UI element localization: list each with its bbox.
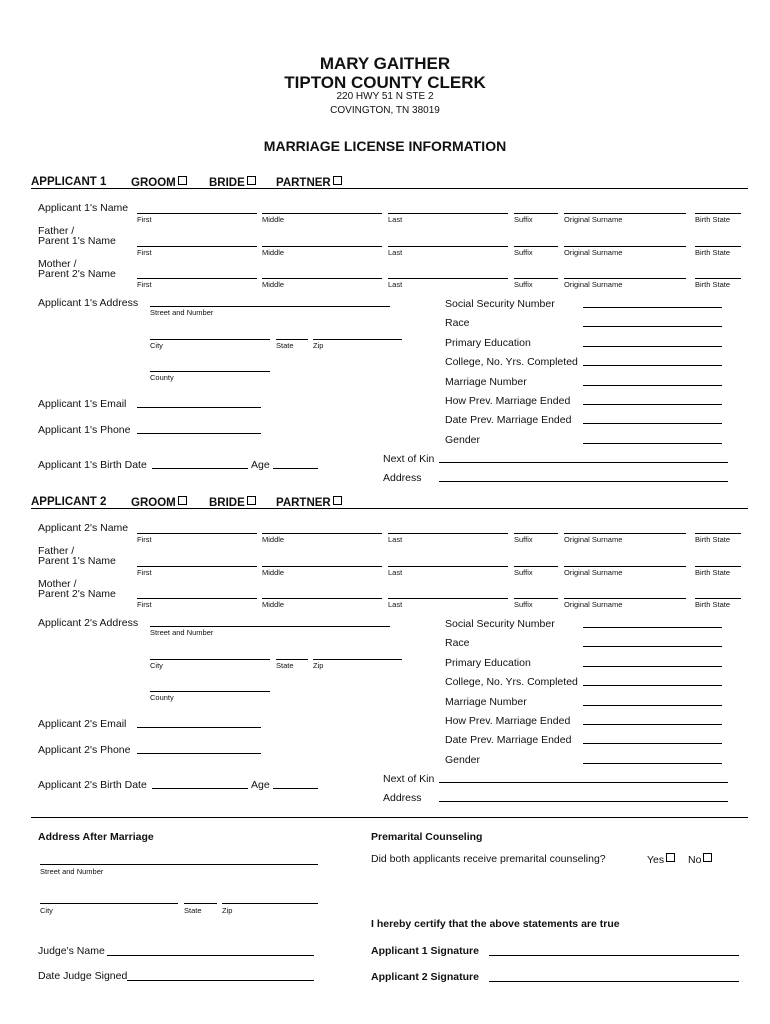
applicant1-groom-label: GROOM	[131, 177, 176, 189]
applicant2-parent1-suffix-field[interactable]	[514, 566, 558, 567]
applicant2-kin-address-field[interactable]	[439, 801, 728, 802]
applicant1-gender-label: Gender	[445, 434, 481, 446]
applicant1-zip-field[interactable]	[313, 339, 402, 340]
applicant1-name-first-caption: First	[137, 215, 152, 224]
applicant2-parent2-original_surname-field[interactable]	[564, 598, 686, 599]
date-judge-label: Date Judge Signed	[38, 970, 128, 982]
applicant1-parent1-original_surname-caption: Original Surname	[564, 248, 623, 257]
applicant1-parent1-middle-caption: Middle	[262, 248, 285, 257]
applicant2-name-original_surname-field[interactable]	[564, 533, 686, 534]
applicant2-education-label: Primary Education	[445, 657, 531, 669]
applicant2-parent1-first-field[interactable]	[137, 566, 257, 567]
applicant1-next-of-kin-field[interactable]	[439, 462, 728, 463]
applicant2-race-label: Race	[445, 637, 470, 649]
applicant1-groom-checkbox[interactable]	[178, 176, 187, 185]
applicant2-parent1-middle-caption: Middle	[262, 568, 285, 577]
after-city-field[interactable]	[40, 903, 178, 904]
applicant2-email-field[interactable]	[137, 727, 261, 728]
no-label: No	[688, 854, 702, 866]
applicant2-name-last-caption: Last	[388, 535, 403, 544]
applicant1-name-last-caption: Last	[388, 215, 403, 224]
applicant2-gender-field[interactable]	[583, 763, 722, 764]
counseling-question: Did both applicants receive premarital counseling?	[371, 853, 606, 865]
applicant2-parent2-middle-caption: Middle	[262, 600, 285, 609]
applicant1-parent1-birth_state-caption: Birth State	[695, 248, 731, 257]
yes-label: Yes	[647, 854, 665, 866]
applicant1-name-suffix-caption: Suffix	[514, 215, 533, 224]
applicant2-parent2-last-caption: Last	[388, 600, 403, 609]
applicant2-groom-checkbox[interactable]	[178, 496, 187, 505]
applicant1-kin-address-field[interactable]	[439, 481, 728, 482]
applicant2-name-original_surname-caption: Original Surname	[564, 535, 623, 544]
applicant2-county-field[interactable]	[150, 691, 270, 692]
applicant2-parent2-suffix-field[interactable]	[514, 598, 558, 599]
applicant1-parent2-suffix-caption: Suffix	[514, 280, 533, 289]
applicant1-education-label: Primary Education	[445, 337, 531, 349]
applicant2-name-birth_state-caption: Birth State	[695, 535, 731, 544]
applicant1-name-middle-field[interactable]	[262, 213, 382, 214]
applicant2-email-label: Applicant 2's Email	[38, 718, 127, 730]
applicant1-street-caption: Street and Number	[150, 308, 214, 317]
applicant2-next-of-kin-label: Next of Kin	[383, 773, 435, 785]
applicant1-parent2-last-caption: Last	[388, 280, 403, 289]
after-street-label: Street and Number	[40, 867, 104, 876]
applicant1-parent1-original_surname-field[interactable]	[564, 246, 686, 247]
applicant1-birth-date-label: Applicant 1's Birth Date	[38, 459, 147, 471]
applicant2-marriage_number-field[interactable]	[583, 705, 722, 706]
after-state-label: State	[184, 906, 202, 915]
applicant1-parent2-first-field[interactable]	[137, 278, 257, 279]
after-zip-field[interactable]	[222, 903, 318, 904]
applicant2-kin-address-label: Address	[383, 792, 422, 804]
applicant2-education-field[interactable]	[583, 666, 722, 667]
sig2-label: Applicant 2 Signature	[371, 971, 479, 983]
applicant1-name-middle-caption: Middle	[262, 215, 285, 224]
applicant2-phone-label: Applicant 2's Phone	[38, 744, 131, 756]
applicant1-prev_ended_date-label: Date Prev. Marriage Ended	[445, 414, 572, 426]
applicant1-address-label: Applicant 1's Address	[38, 297, 139, 309]
applicant1-ssn-field[interactable]	[583, 307, 722, 308]
applicant2-parent1-birth_state-field[interactable]	[695, 566, 741, 567]
form-title: MARRIAGE LICENSE INFORMATION	[263, 138, 507, 154]
clerk-name: MARY GAITHER	[319, 54, 451, 73]
applicant1-city-field[interactable]	[150, 339, 270, 340]
applicant1-parent2-middle-field[interactable]	[262, 278, 382, 279]
sig1-label: Applicant 1 Signature	[371, 945, 479, 957]
applicant2-name-middle-caption: Middle	[262, 535, 285, 544]
applicant2-groom-label: GROOM	[131, 497, 176, 509]
applicant2-prev_ended_date-field[interactable]	[583, 743, 722, 744]
applicant1-parent1-last-field[interactable]	[388, 246, 508, 247]
applicant2-parent1-first-caption: First	[137, 568, 152, 577]
applicant2-parent2-first-caption: First	[137, 600, 152, 609]
applicant2-parent1-label: Father / Parent 1's Name	[38, 545, 116, 567]
applicant2-parent2-birth_state-field[interactable]	[695, 598, 741, 599]
applicant2-parent1-original_surname-field[interactable]	[564, 566, 686, 567]
applicant2-name-first-caption: First	[137, 535, 152, 544]
applicant2-partner-checkbox[interactable]	[333, 496, 342, 505]
applicant2-name-suffix-field[interactable]	[514, 533, 558, 534]
judge-name-field[interactable]	[107, 955, 314, 956]
applicant2-parent1-original_surname-caption: Original Surname	[564, 568, 623, 577]
applicant2-age-field[interactable]	[273, 788, 318, 789]
applicant1-parent1-last-caption: Last	[388, 248, 403, 257]
applicant1-next-of-kin-label: Next of Kin	[383, 453, 435, 465]
after-city-label: City	[40, 906, 53, 915]
applicant1-parent2-birth_state-field[interactable]	[695, 278, 741, 279]
applicant1-name-last-field[interactable]	[388, 213, 508, 214]
applicant2-parent2-label: Mother / Parent 2's Name	[38, 578, 116, 600]
date-judge-field[interactable]	[127, 980, 314, 981]
footer-divider	[31, 817, 748, 818]
applicant1-heading: APPLICANT 1	[31, 176, 107, 188]
applicant2-partner-label: PARTNER	[276, 497, 331, 509]
applicant2-state-caption: State	[276, 661, 294, 670]
applicant2-phone-field[interactable]	[137, 753, 261, 754]
applicant1-state-caption: State	[276, 341, 294, 350]
applicant2-college-field[interactable]	[583, 685, 722, 686]
applicant1-partner-checkbox[interactable]	[333, 176, 342, 185]
counseling-yes[interactable]	[647, 853, 675, 866]
applicant2-next-of-kin-field[interactable]	[439, 782, 728, 783]
sig2-field[interactable]	[489, 981, 739, 982]
sig1-field[interactable]	[489, 955, 739, 956]
applicant1-phone-label: Applicant 1's Phone	[38, 424, 131, 436]
applicant2-name-middle-field[interactable]	[262, 533, 382, 534]
applicant1-state-field[interactable]	[276, 339, 308, 340]
applicant1-parent2-first-caption: First	[137, 280, 152, 289]
applicant2-race-field[interactable]	[583, 646, 722, 647]
applicant1-parent1-first-field[interactable]	[137, 246, 257, 247]
applicant2-age-label: Age	[251, 779, 270, 791]
applicant2-parent1-suffix-caption: Suffix	[514, 568, 533, 577]
applicant1-parent1-suffix-field[interactable]	[514, 246, 558, 247]
applicant1-prev_ended_how-field[interactable]	[583, 404, 722, 405]
applicant1-name-birth_state-caption: Birth State	[695, 215, 731, 224]
judge-name-label: Judge's Name	[38, 945, 105, 957]
applicant1-kin-address-label: Address	[383, 472, 422, 484]
applicant2-bride-label: BRIDE	[209, 497, 245, 509]
address-after-heading: Address After Marriage	[38, 831, 154, 843]
applicant1-parent2-original_surname-caption: Original Surname	[564, 280, 623, 289]
applicant2-heading-rule	[31, 508, 748, 509]
certify-statement: I hereby certify that the above statements are true	[371, 918, 620, 930]
applicant2-name-label: Applicant 2's Name	[38, 522, 129, 534]
applicant2-name-suffix-caption: Suffix	[514, 535, 533, 544]
applicant2-parent1-last-caption: Last	[388, 568, 403, 577]
applicant2-parent2-birth_state-caption: Birth State	[695, 600, 731, 609]
applicant2-marriage_number-label: Marriage Number	[445, 696, 527, 708]
applicant1-race-field[interactable]	[583, 326, 722, 327]
applicant2-parent2-original_surname-caption: Original Surname	[564, 600, 623, 609]
applicant1-parent1-birth_state-field[interactable]	[695, 246, 741, 247]
applicant1-prev_ended_how-label: How Prev. Marriage Ended	[445, 395, 571, 407]
applicant2-street-caption: Street and Number	[150, 628, 214, 637]
applicant2-gender-label: Gender	[445, 754, 481, 766]
counseling-heading: Premarital Counseling	[371, 831, 483, 843]
applicant1-heading-rule	[31, 188, 748, 189]
applicant1-name-first-field[interactable]	[137, 213, 257, 214]
applicant1-name-original_surname-caption: Original Surname	[564, 215, 623, 224]
applicant1-college-field[interactable]	[583, 365, 722, 366]
applicant1-parent1-label: Father / Parent 1's Name	[38, 225, 116, 247]
applicant1-county-field[interactable]	[150, 371, 270, 372]
applicant2-parent1-middle-field[interactable]	[262, 566, 382, 567]
applicant1-name-suffix-field[interactable]	[514, 213, 558, 214]
applicant2-county-caption: County	[150, 693, 174, 702]
applicant2-city-field[interactable]	[150, 659, 270, 660]
applicant1-zip-caption: Zip	[313, 341, 324, 350]
applicant1-name-original_surname-field[interactable]	[564, 213, 686, 214]
applicant1-parent2-original_surname-field[interactable]	[564, 278, 686, 279]
applicant1-prev_ended_date-field[interactable]	[583, 423, 722, 424]
applicant2-prev_ended_date-label: Date Prev. Marriage Ended	[445, 734, 572, 746]
applicant2-parent2-first-field[interactable]	[137, 598, 257, 599]
after-state-field[interactable]	[184, 903, 217, 904]
applicant1-education-field[interactable]	[583, 346, 722, 347]
applicant1-name-birth_state-field[interactable]	[695, 213, 741, 214]
applicant1-race-label: Race	[445, 317, 470, 329]
applicant2-heading: APPLICANT 2	[31, 496, 107, 508]
applicant1-parent2-birth_state-caption: Birth State	[695, 280, 731, 289]
applicant1-ssn-label: Social Security Number	[445, 298, 555, 310]
applicant1-email-label: Applicant 1's Email	[38, 398, 127, 410]
applicant2-birth-date-label: Applicant 2's Birth Date	[38, 779, 147, 791]
applicant2-zip-caption: Zip	[313, 661, 324, 670]
after-street-field[interactable]	[40, 864, 318, 865]
applicant2-name-last-field[interactable]	[388, 533, 508, 534]
applicant2-name-birth_state-field[interactable]	[695, 533, 741, 534]
yes-checkbox[interactable]	[666, 853, 675, 862]
applicant1-bride-label: BRIDE	[209, 177, 245, 189]
office-address-line1: 220 HWY 51 N STE 2	[336, 91, 434, 102]
applicant1-phone-field[interactable]	[137, 433, 261, 434]
applicant2-birth-date-field[interactable]	[152, 788, 248, 789]
office-address-line2: COVINGTON, TN 38019	[330, 105, 440, 116]
applicant1-parent2-label: Mother / Parent 2's Name	[38, 258, 116, 280]
applicant1-parent1-middle-field[interactable]	[262, 246, 382, 247]
applicant1-age-label: Age	[251, 459, 270, 471]
applicant1-name-label: Applicant 1's Name	[38, 202, 129, 214]
after-zip-label: Zip	[222, 906, 233, 915]
applicant1-street-field[interactable]	[150, 306, 390, 307]
applicant2-zip-field[interactable]	[313, 659, 402, 660]
applicant1-city-caption: City	[150, 341, 163, 350]
applicant1-age-field[interactable]	[273, 468, 318, 469]
applicant2-parent2-middle-field[interactable]	[262, 598, 382, 599]
applicant2-name-first-field[interactable]	[137, 533, 257, 534]
applicant2-parent2-last-field[interactable]	[388, 598, 508, 599]
applicant1-bride-checkbox[interactable]	[247, 176, 256, 185]
applicant2-prev_ended_how-label: How Prev. Marriage Ended	[445, 715, 571, 727]
no-checkbox[interactable]	[703, 853, 712, 862]
office-name: TIPTON COUNTY CLERK	[284, 73, 486, 92]
applicant2-ssn-field[interactable]	[583, 627, 722, 628]
applicant1-county-caption: County	[150, 373, 174, 382]
applicant1-birth-date-field[interactable]	[152, 468, 248, 469]
applicant1-college-label: College, No. Yrs. Completed	[445, 356, 578, 368]
applicant2-prev_ended_how-field[interactable]	[583, 724, 722, 725]
applicant2-college-label: College, No. Yrs. Completed	[445, 676, 578, 688]
applicant2-parent1-birth_state-caption: Birth State	[695, 568, 731, 577]
applicant2-parent2-suffix-caption: Suffix	[514, 600, 533, 609]
applicant2-state-field[interactable]	[276, 659, 308, 660]
applicant1-parent1-suffix-caption: Suffix	[514, 248, 533, 257]
applicant1-email-field[interactable]	[137, 407, 261, 408]
applicant1-parent2-last-field[interactable]	[388, 278, 508, 279]
applicant1-marriage_number-label: Marriage Number	[445, 376, 527, 388]
applicant1-parent2-middle-caption: Middle	[262, 280, 285, 289]
applicant2-street-field[interactable]	[150, 626, 390, 627]
applicant1-gender-field[interactable]	[583, 443, 722, 444]
counseling-no[interactable]	[688, 853, 712, 866]
applicant2-address-label: Applicant 2's Address	[38, 617, 139, 629]
applicant2-ssn-label: Social Security Number	[445, 618, 555, 630]
applicant1-partner-label: PARTNER	[276, 177, 331, 189]
applicant1-parent1-first-caption: First	[137, 248, 152, 257]
applicant2-city-caption: City	[150, 661, 163, 670]
applicant2-bride-checkbox[interactable]	[247, 496, 256, 505]
applicant2-parent1-last-field[interactable]	[388, 566, 508, 567]
applicant1-marriage_number-field[interactable]	[583, 385, 722, 386]
applicant1-parent2-suffix-field[interactable]	[514, 278, 558, 279]
